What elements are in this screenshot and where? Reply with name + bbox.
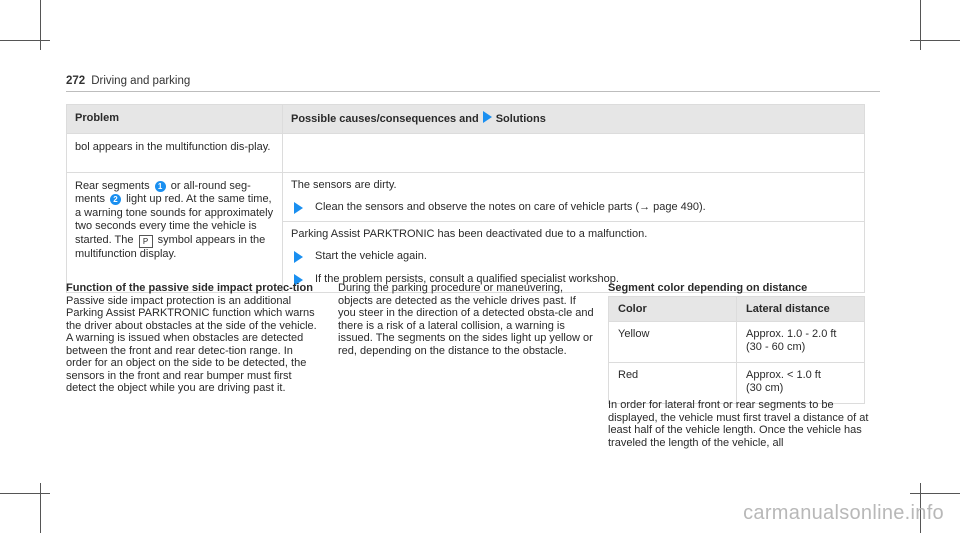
crop-mark [40,0,41,50]
solution-cell [283,172,865,293]
step-text: Clean the sensors and observe the notes on care of vehicle parts (→ page 490). [315,201,706,213]
table-row [67,133,865,172]
solutions-header-text-end: Solutions [495,113,546,125]
problem-text-part: symbol appears in the multifunction display. [75,233,266,260]
table-header-row [609,297,865,322]
crop-mark [910,40,960,41]
segment-color-table [608,296,865,404]
problem-table-header [67,105,865,134]
segment-2-badge: 2 [110,194,121,205]
header-divider [66,91,880,92]
color-cell: Red [609,363,737,404]
solution-cell [283,133,865,172]
problem-text [67,173,282,268]
table-row [67,172,865,293]
crop-mark [0,40,50,41]
table-row [609,322,865,363]
distance-cell [737,363,865,404]
cause-block [283,173,864,215]
crop-mark [910,493,960,494]
cause-text: The sensors are dirty. [291,178,397,191]
maneuver-section [338,282,594,357]
color-column-header: Color [609,297,737,322]
arrow-right-icon [294,251,303,263]
segment-note [608,399,870,449]
problem-text-part: Rear segments [75,179,150,192]
crop-mark [40,483,41,533]
cause-text: Parking Assist PARKTRONIC has been deactivated due to a malfunction. [291,227,648,240]
step-text: Start the vehicle again. [315,250,427,262]
body-text: In order for lateral front or rear segments to be displayed, the vehicle must first travel a distance of at least half of the vehicle length. Once the vehicle has traveled the length of the vehicle, all [608,399,869,449]
crop-mark [920,0,921,50]
color-cell: Yellow [609,322,737,363]
watermark: carmanualsonline.info [743,502,944,524]
distance-value: Approx. 1.0 - 2.0 ft [746,328,837,340]
solutions-header-text: Possible causes/consequences and [291,113,479,125]
arrow-right-icon [483,111,492,123]
problem-text-part: light up red. At the same time, a warning tone sounds for approximately two seconds every time the vehicle is started. The [75,193,274,246]
distance-value: Approx. < 1.0 ft [746,369,821,381]
segment-1-badge: 1 [155,181,166,192]
problem-text-part: or all-round seg-ments [75,179,251,205]
table-row [609,363,865,404]
section-title: Driving and parking [91,75,191,87]
distance-column-header: Lateral distance [737,297,865,322]
section-heading: Function of the passive side impact protec-tion [66,282,313,294]
body-text: During the parking procedure or maneuvering, objects are detected as the vehicle drives past. If you steer in the direction of a detected obsta-cle and there is a risk of a lateral collision, a warning is issued. The segments on the sides light up yellow or red, depending on the distance to the obstacle. [338,282,594,357]
page-number: 272 [66,75,86,87]
problem-column-header: Problem [67,105,283,134]
crop-mark [0,493,50,494]
problem-text: bol appears in the multifunction dis-play. [75,140,271,153]
solution-step [291,250,856,264]
passive-side-section [66,282,318,395]
distance-metric: (30 - 60 cm) [746,341,806,353]
page-header [66,75,190,87]
arrow-right-icon [294,202,303,214]
step-text: If the problem persists, consult a qualified specialist workshop. [315,272,619,285]
distance-cell [737,322,865,363]
solutions-column-header [283,105,865,134]
problem-table [66,104,865,293]
body-text: Passive side impact protection is an additional Parking Assist PARKTRONIC function which warns the driver about obstacles at the side of the vehicle. A warning is issued when obstacles are detected between the front and rear detec-tion range. In order for an object on the side to be detected, the sensors in the front and rear bumper must first detect the object while you are driving past it. [66,294,317,394]
parking-symbol-icon: P [139,235,153,248]
problem-cell [67,133,283,172]
cause-block [283,221,864,287]
distance-metric: (30 cm) [746,382,784,394]
problem-cell [67,172,283,293]
solution-step [291,201,856,215]
segment-table-title: Segment color depending on distance [608,282,808,294]
